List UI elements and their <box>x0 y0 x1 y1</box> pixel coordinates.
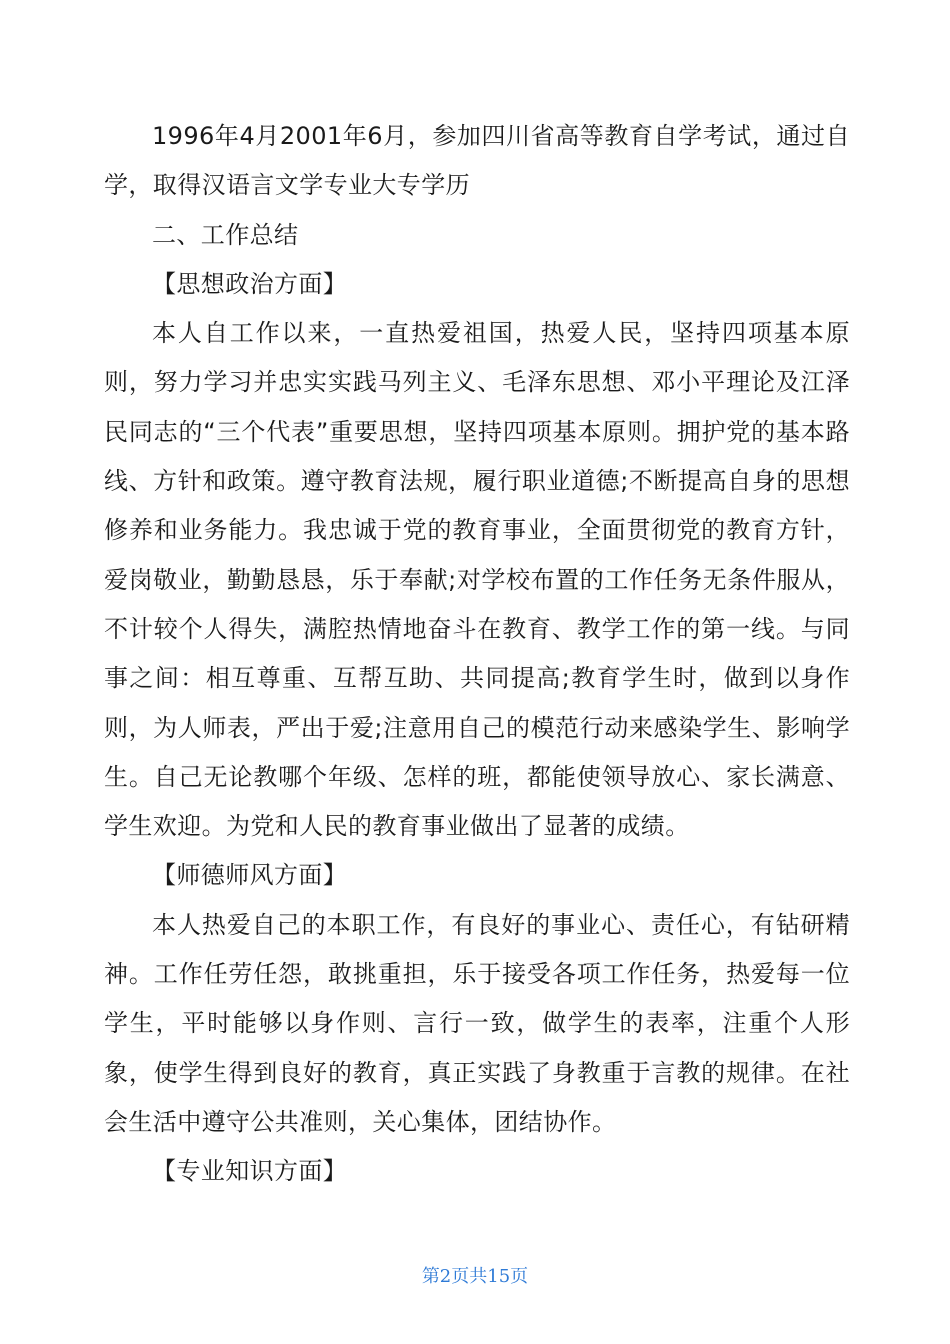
document-body <box>104 112 850 1197</box>
section-heading-work-summary: 二、工作总结 <box>152 220 299 249</box>
page-number-footer: 第2页共15页 <box>421 1266 529 1287</box>
paragraph-education-history: 1996年4月2001年6月，参加四川省高等教育自学考试，通过自学，取得汉语言文学专业大专学历 <box>104 122 850 200</box>
subheading-professional-knowledge: 【专业知识方面】 <box>152 1157 348 1186</box>
subheading-teacher-ethics: 【师德师风方面】 <box>152 861 348 890</box>
paragraph-political-thought: 本人自工作以来，一直热爱祖国，热爱人民，坚持四项基本原则，努力学习并忠实实践马列主义、毛泽东思想、邓小平理论及江泽民同志的“三个代表”重要思想，坚持四项基本原则。拥护党的基本路线、方针和政策。遵守教育法规，履行职业道德;不断提高自身的思想修养和业务能力。我忠诚于党的教育事业，全面贯彻党的教育方针，爱岗敬业，勤勤恳恳，乐于奉献;对学校布置的工作任务无条件服从，不计较个人得失，满腔热情地奋斗在教育、教学工作的第一线。与同事之间：相互尊重、互帮互助、共同提高;教育学生时，做到以身作则，为人师表，严出于爱;注意用自己的模范行动来感染学生、影响学生。自己无论教哪个年级、怎样的班，都能使领导放心、家长满意、学生欢迎。为党和人民的教育事业做出了显著的成绩。 <box>104 319 850 841</box>
paragraph-teacher-ethics: 本人热爱自己的本职工作，有良好的事业心、责任心，有钻研精神。工作任劳任怨，敢挑重担，乐于接受各项工作任务，热爱每一位学生，平时能够以身作则、言行一致，做学生的表率，注重个人形象，使学生得到良好的教育，真正实践了身教重于言教的规律。在社会生活中遵守公共准则，关心集体，团结协作。 <box>104 910 850 1136</box>
subheading-political-thought: 【思想政治方面】 <box>152 269 348 298</box>
